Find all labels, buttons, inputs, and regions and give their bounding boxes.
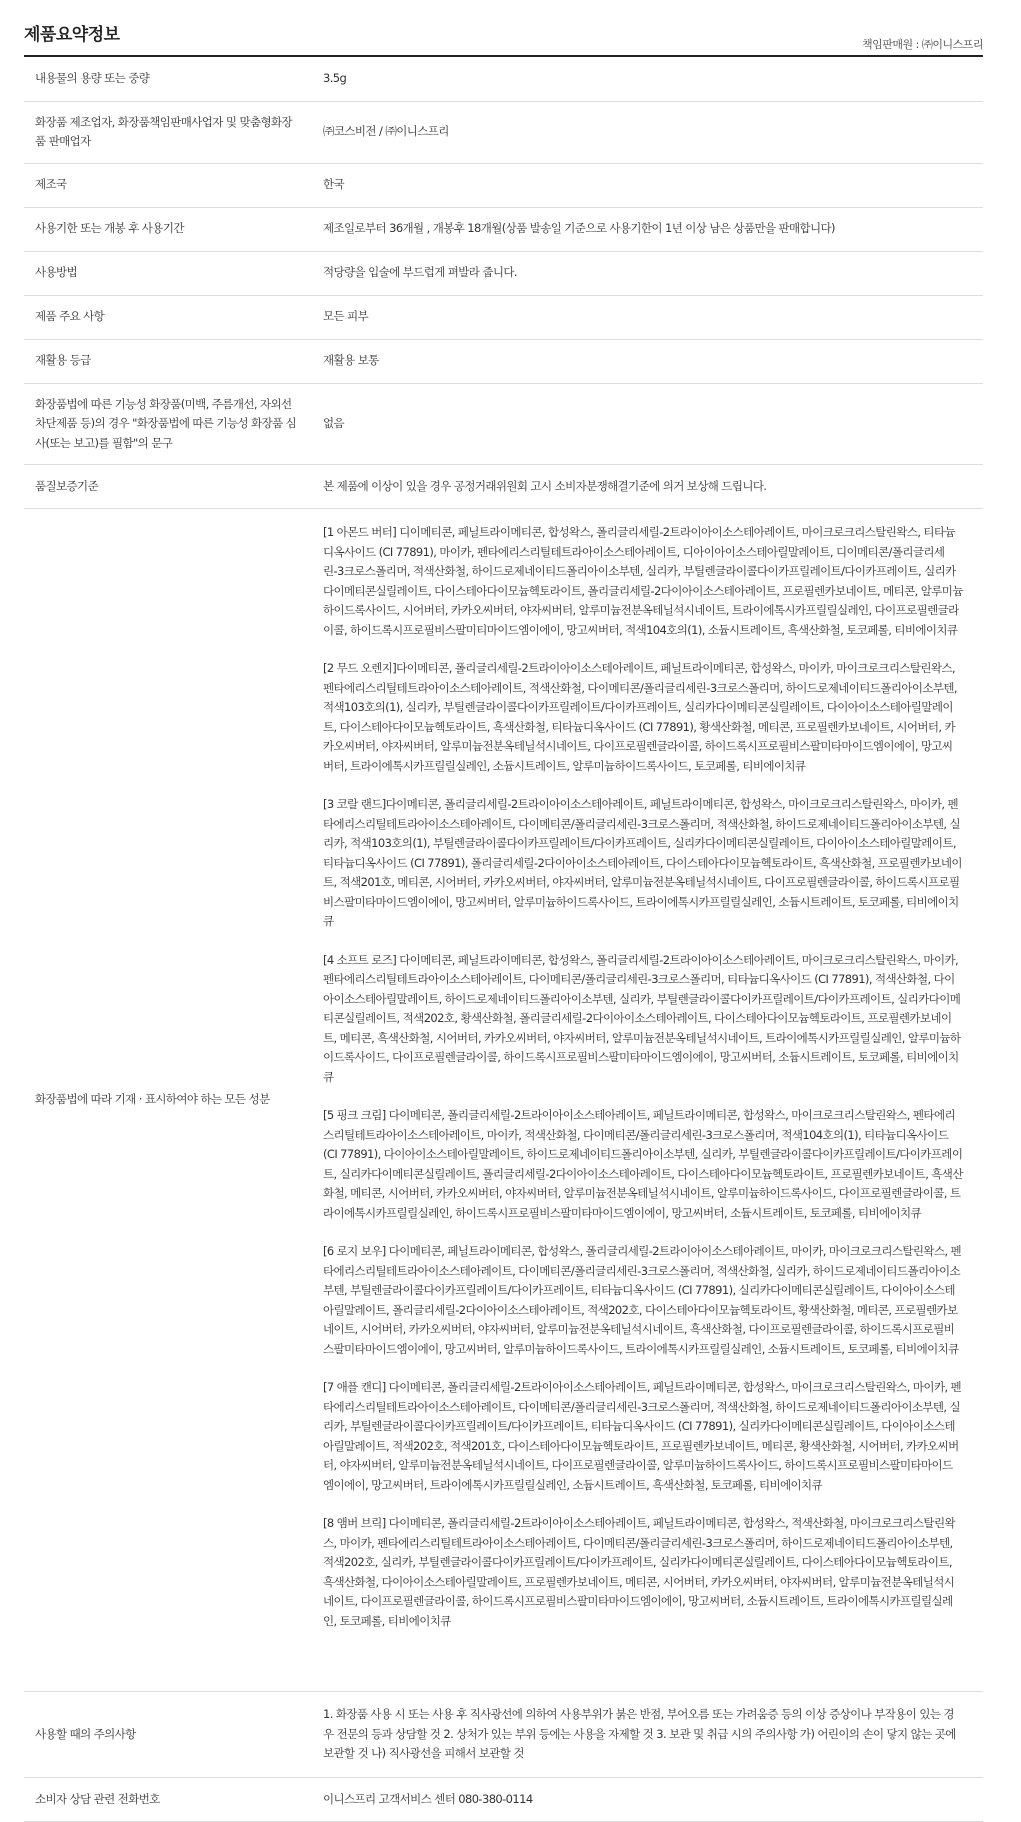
table-row <box>24 57 983 101</box>
ingredient-paragraph: [5 핑크 크림] 다이메티콘, 폴리글리세릴-2트라이아이소스테아레이트, 페닐트라이메티콘, 합성왁스, 마이크로크리스탈린왁스, 펜타에리스리틸테트라아이소스테아레이트, 마이카, 적색산화철, 다이메티콘/폴리글리세린-3크로스폴리머, 적색104호의(1), 티타늄디옥사이드 (CI 77891), 다이아이소스테아릴말레이트, 하이드로제네이티드폴리아이소부텐, 실리카, 부틸렌글라이콜다이카프릴레이트/다이카프레이트, 실리카다이메티콘실릴레이트, 폴리글리세릴-2다이아이소스테아레이트, 다이스테아다이모늄헥토라이트, 프로필렌카보네이트, 흑색산화철, 메티콘, 시어버터, 카카오씨버터, 야자씨버터, 알루미늄전분옥테닐석시네이트, 알루미늄하이드록사이드, 다이프로필렌글라이콜, 트라이에톡시카프릴릴실레인, 하이드록시프로필비스팔미타마이드엠이에이, 망고씨버터, 소듐시트레이트, 토코페롤, 티비에이치큐 <box>323 1108 963 1220</box>
row-label: 제조국 <box>24 163 323 207</box>
row-label: 사용방법 <box>24 251 323 295</box>
row-value: 3.5g <box>323 57 983 101</box>
row-value: 적당량을 입술에 부드럽게 펴발라 줍니다. <box>323 251 983 295</box>
row-value: 없음 <box>323 383 983 465</box>
ingredients-list <box>323 509 983 1692</box>
row-label: 소비자 상담 관련 전화번호 <box>24 1778 323 1822</box>
row-label: 화장품법에 따라 기재 · 표시하여야 하는 모든 성분 <box>24 509 323 1692</box>
table-row <box>24 101 983 163</box>
table-row <box>24 207 983 251</box>
row-label: 제품 주요 사항 <box>24 295 323 339</box>
ingredients-row <box>24 509 983 1692</box>
row-value: 1. 화장품 사용 시 또는 사용 후 직사광선에 의하여 사용부위가 붉은 반점, 부어오름 또는 가려움증 등의 이상 증상이나 부작용이 있는 경우 전문의 등과 상담할 것 2. 상처가 있는 부위 등에는 사용을 자제할 것 3. 보관 및 취급 시의 주의사항 가) 어린이의 손이 닿지 않는 곳에 보관할 것 나) 직사광선을 피해서 보관할 것 <box>323 1692 983 1778</box>
row-label: 화장품법에 따른 기능성 화장품(미백, 주름개선, 자외선 차단제품 등)의 경우 "화장품법에 따른 기능성 화장품 심사(또는 보고)를 필함"의 문구 <box>24 383 323 465</box>
table-row <box>24 251 983 295</box>
section-header <box>24 0 983 57</box>
row-label: 화장품 제조업자, 화장품책임판매사업자 및 맞춤형화장품 판매업자 <box>24 101 323 163</box>
ingredient-paragraph: [6 로지 보우] 다이메티콘, 페닐트라이메티콘, 합성왁스, 폴리글리세릴-2트라이아이소스테아레이트, 마이카, 마이크로크리스탈린왁스, 펜타에리스리틸테트라아이소스테아레이트, 다이메티콘/폴리글리세린-3크로스폴리머, 적색산화철, 실리카, 하이드로제네이티드폴리아이소부텐, 부틸렌글라이콜다이카프릴레이트/다이카프레이트, 티타늄디옥사이드 (CI 77891), 실리카다이메티콘실릴레이트, 다이아이소스테아릴말레이트, 폴리글리세릴-2다이아이소스테아레이트, 적색202호, 다이스테아다이모늄헥토라이트, 황색산화철, 메티콘, 프로필렌카보네이트, 시어버터, 카카오씨버터, 야자씨버터, 알루미늄전분옥테닐석시네이트, 흑색산화철, 다이프로필렌글라이콜, 하이드록시프로필비스팔미타마이드엠이에이, 망고씨버터, 알루미늄하이드록사이드, 트라이에톡시카프릴릴실레인, 소듐시트레이트, 토코페롤, 티비에이치큐 <box>323 1244 962 1356</box>
ingredient-paragraph: [2 무드 오렌지]다이메티콘, 폴리글리세릴-2트라이아이소스테아레이트, 페닐트라이메티콘, 합성왁스, 마이카, 마이크로크리스탈린왁스, 펜타에리스리틸테트라아이소스테아레이트, 적색산화철, 다이메티콘/폴리글리세린-3크로스폴리머, 하이드로제네이티드폴리아이소부텐, 적색103호의(1), 실리카, 부틸렌글라이콜다이카프릴레이트/다이카프레이트, 실리카다이메티콘실릴레이트, 다이아이소스테아릴말레이트, 다이스테아다이모늄헥토라이트, 흑색산화철, 티타늄디옥사이드 (CI 77891), 황색산화철, 메티콘, 프로필렌카보네이트, 시어버터, 카카오씨버터, 야자씨버터, 알루미늄전분옥테닐석시네이트, 다이프로필렌글라이콜, 하이드록시프로필비스팔미타마이드엠이에이, 망고씨버터, 트라이에톡시카프릴릴실레인, 소듐시트레이트, 알루미늄하이드록사이드, 토코페롤, 티비에이치큐 <box>323 661 957 773</box>
row-value: 모든 피부 <box>323 295 983 339</box>
table-row <box>24 465 983 509</box>
row-value: 재활용 보통 <box>323 339 983 383</box>
ingredient-paragraph: [3 코랄 랜드]다이메티콘, 폴리글리세릴-2트라이아이소스테아레이트, 페닐트라이메티콘, 합성왁스, 마이크로크리스탈린왁스, 마이카, 펜타에리스리틸테트라아이소스테아레이트, 다이메티콘/폴리글리세린-3크로스폴리머, 적색산화철, 하이드로제네이티드폴리아이소부텐, 실리카, 적색103호의(1), 부틸렌글라이콜다이카프릴레이트/다이카프레이트, 실리카다이메티콘실릴레이트, 다이아이소스테아릴말레이트, 티타늄디옥사이드 (CI 77891), 폴리글리세릴-2다이아이소스테아레이트, 다이스테아다이모늄헥토라이트, 흑색산화철, 프로필렌카보네이트, 적색201호, 메티콘, 시어버터, 카카오씨버터, 야자씨버터, 알루미늄전분옥테닐석시네이트, 다이프로필렌글라이콜, 하이드록시프로필비스팔미타마이드엠이에이, 망고씨버터, 알루미늄하이드록사이드, 트라이에톡시카프릴릴실레인, 소듐시트레이트, 토코페롤, 티비에이치큐 <box>323 797 962 928</box>
row-label: 사용기한 또는 개봉 후 사용기간 <box>24 207 323 251</box>
ingredient-paragraph: [4 소프트 로즈] 다이메티콘, 페닐트라이메티콘, 합성왁스, 폴리글리세릴-2트라이아이소스테아레이트, 마이크로크리스탈린왁스, 마이카, 펜타에리스리틸테트라아이소스테아레이트, 다이메티콘/폴리글리세린-3크로스폴리머, 티타늄디옥사이드 (CI 77891), 적색산화철, 다이아이소스테아릴말레이트, 하이드로제네이티드폴리아이소부텐, 실리카, 부틸렌글라이콜다이카프릴레이트/다이카프레이트, 실리카다이메티콘실릴레이트, 적색202호, 황색산화철, 폴리글리세릴-2다이아이소스테아레이트, 다이스테아다이모늄헥토라이트, 프로필렌카보네이트, 메티콘, 흑색산화철, 시어버터, 카카오씨버터, 야자씨버터, 알루미늄전분옥테닐석시네이트, 트라이에톡시카프릴릴실레인, 알루미늄하이드록사이드, 다이프로필렌글라이콜, 하이드록시프로필비스팔미타마이드엠이에이, 망고씨버터, 소듐시트레이트, 토코페롤, 티비에이치큐 <box>323 952 961 1084</box>
ingredient-paragraph: [8 앰버 브릭] 다이메티콘, 폴리글리세릴-2트라이아이소스테아레이트, 페닐트라이메티콘, 합성왁스, 적색산화철, 마이크로크리스탈린왁스, 마이카, 펜타에리스리틸테트라아이소스테아레이트, 다이메티콘/폴리글리세린-3크로스폴리머, 하이드로제네이티드폴리아이소부텐, 적색202호, 실리카, 부틸렌글라이콜다이카프릴레이트/다이카프레이트, 실리카다이메티콘실릴레이트, 다이스테아다이모늄헥토라이트, 흑색산화철, 다이아이소스테아릴말레이트, 프로필렌카보네이트, 메티콘, 시어버터, 카카오씨버터, 야자씨버터, 알루미늄전분옥테닐석시네이트, 다이프로필렌글라이콜, 하이드록시프로필비스팔미타마이드엠이에이, 망고씨버터, 소듐시트레이트, 트라이에톡시카프릴릴실레인, 토코페롤, 티비에이치큐 <box>323 1516 955 1628</box>
ingredient-paragraph: [1 아몬드 버터] 디이메티콘, 페닐트라이메티콘, 합성왁스, 폴리글리세릴-2트라이아이소스테아레이트, 마이크로크리스탈린왁스, 티타늄디옥사이드 (CI 77891), 마이카, 펜타에리스리틸테트라아이소스테아레이트, 디아이아이소스테아릴말레이트, 디이메티콘/폴리글리세린-3크로스폴리머, 적색산화철, 하이드로제네이티드폴리아이소부텐, 실리카, 부틸렌글라이콜다이카프릴레이트/다이카프레이트, 실리카다이메티콘실릴레이트, 다이스테아다이모늄헥토라이트, 폴리글리세릴-2다이아이소스테아레이트, 프로필렌카보네이트, 메티콘, 알루미늄하이드록사이드, 시어버터, 카카오씨버터, 야자씨버터, 알루미늄전분옥테닐석시네이트, 트라이에톡시카프릴릴실레인, 다이프로필렌글라이콜, 하이드록시프로필비스팔미티마이드엠이에이, 망고씨버터, 적색104호의(1), 소듐시트레이트, 흑색산화철, 토코페롤, 티비에이치큐 <box>323 525 963 637</box>
product-summary-section <box>24 0 983 1822</box>
row-label: 재활용 등급 <box>24 339 323 383</box>
responsible-seller: 책임판매원 : ㈜이니스프리 <box>862 38 983 51</box>
row-value: 한국 <box>323 163 983 207</box>
row-value: 제조일로부터 36개월 , 개봉후 18개월(상품 발송일 기준으로 사용기한이 1년 이상 남은 상품만을 판매합니다) <box>323 207 983 251</box>
row-value: 본 제품에 이상이 있을 경우 공정거래위원회 고시 소비자분쟁해결기준에 의거 보상해 드립니다. <box>323 465 983 509</box>
row-label: 내용물의 용량 또는 중량 <box>24 57 323 101</box>
row-value: ㈜코스비전 / ㈜이니스프리 <box>323 101 983 163</box>
row-value: 이니스프리 고객서비스 센터 080-380-0114 <box>323 1778 983 1822</box>
product-info-table <box>24 57 983 1822</box>
table-row <box>24 1692 983 1778</box>
table-row <box>24 295 983 339</box>
row-label: 사용할 때의 주의사항 <box>24 1692 323 1778</box>
table-row <box>24 163 983 207</box>
table-row <box>24 339 983 383</box>
row-label: 품질보증기준 <box>24 465 323 509</box>
table-row <box>24 383 983 465</box>
table-row <box>24 1778 983 1822</box>
ingredient-paragraph: [7 애플 캔디] 다이메티콘, 폴리글리세릴-2트라이아이소스테아레이트, 페닐트라이메티콘, 합성왁스, 마이크로크리스탈린왁스, 마이카, 펜타에리스리틸테트라아이소스테아레이트, 다이메티콘/폴리글리세린-3크로스폴리머, 적색산화철, 하이드로제네이티드폴리아이소부텐, 실리카, 부틸렌글라이콜다이카프릴레이트/다이카프레이트, 티타늄디옥사이드 (CI 77891), 실리카다이메티콘실릴레이트, 다이아이소스테아릴말레이트, 적색202호, 적색201호, 다이스테아다이모늄헥토라이트, 프로필렌카보네이트, 메티콘, 황색산화철, 시어버터, 카카오씨버터, 야자씨버터, 알루미늄전분옥테닐석시네이트, 다이프로필렌글라이콜, 알루미늄하이드록사이드, 하이드록시프로필비스팔미타마이드엠이에이, 망고씨버터, 트라이에톡시카프릴릴실레인, 소듐시트레이트, 흑색산화철, 토코페롤, 티비에이치큐 <box>323 1380 962 1492</box>
page-title: 제품요약정보 <box>24 25 120 45</box>
